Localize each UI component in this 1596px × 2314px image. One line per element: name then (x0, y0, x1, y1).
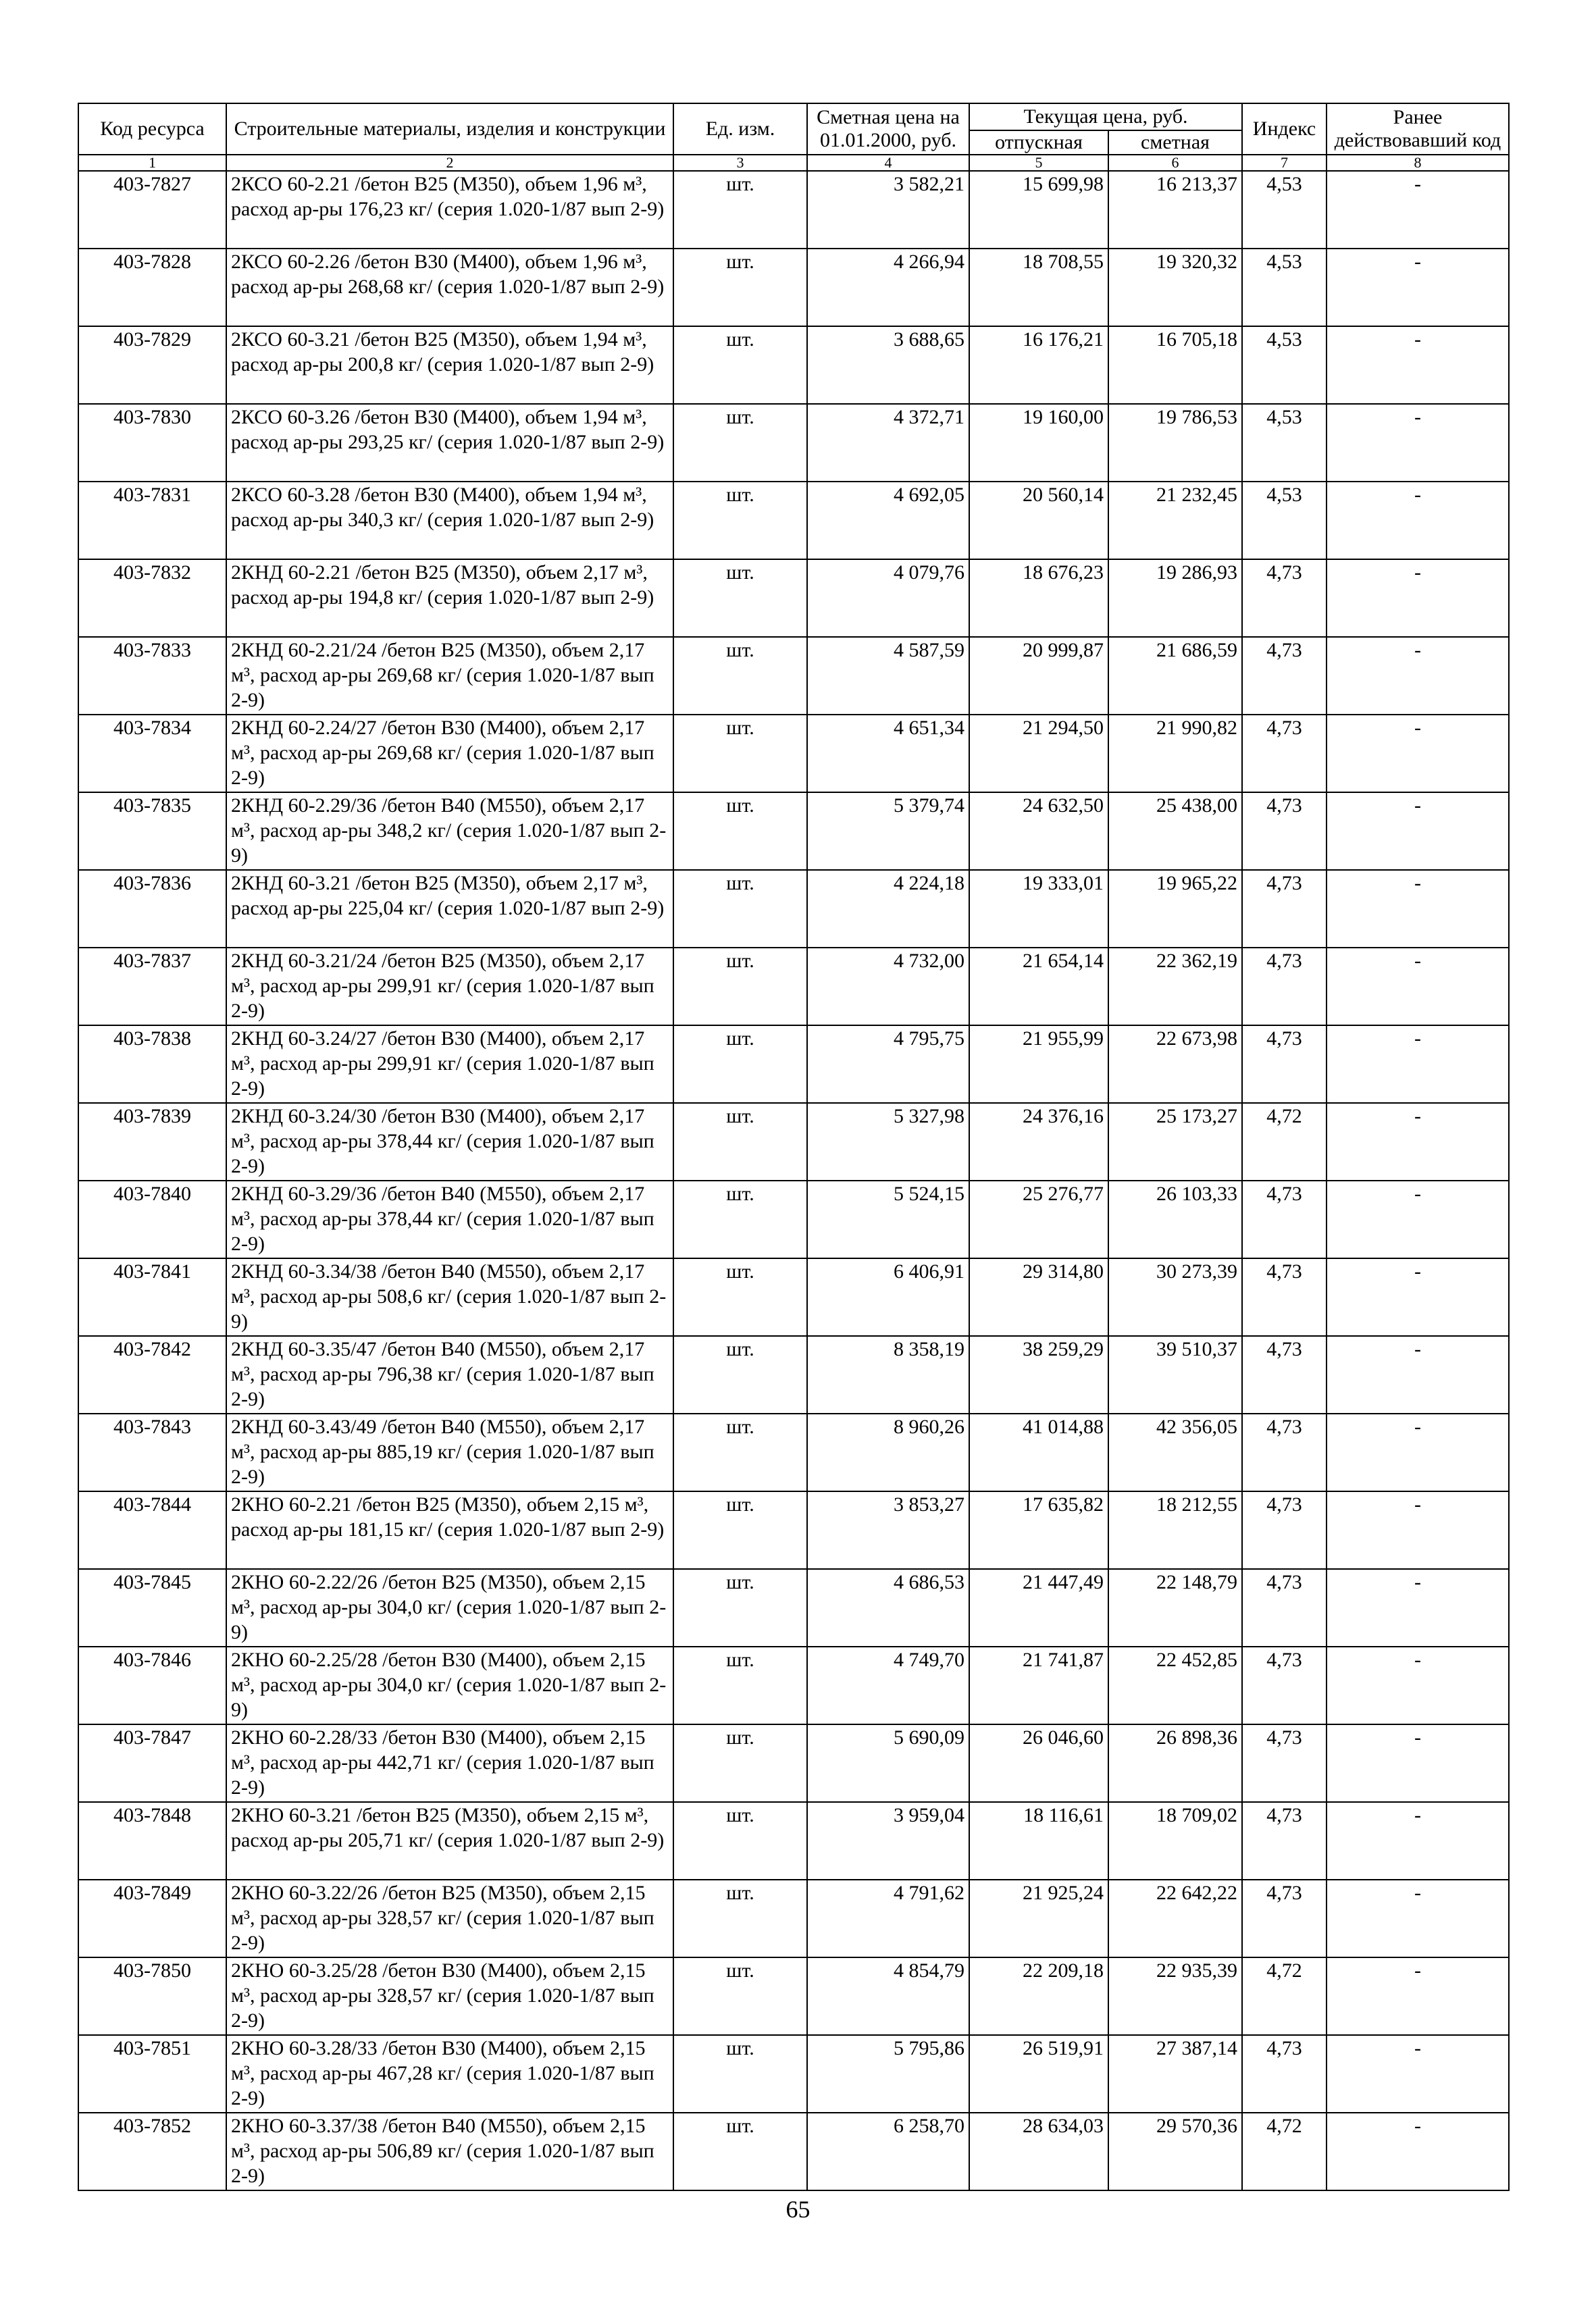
base-price: 4 795,75 (807, 1025, 969, 1103)
release-price: 29 314,80 (969, 1258, 1108, 1336)
price-index: 4,53 (1242, 404, 1327, 482)
estimate-price: 25 438,00 (1108, 792, 1242, 870)
unit: шт. (673, 326, 807, 404)
column-number: 4 (807, 155, 969, 171)
table-row (78, 482, 1509, 559)
base-price: 4 732,00 (807, 948, 969, 1025)
base-price: 3 582,21 (807, 171, 969, 249)
table-row (78, 404, 1509, 482)
price-index: 4,73 (1242, 715, 1327, 792)
resource-code: 403-7833 (78, 637, 226, 715)
previous-code: - (1327, 1724, 1509, 1802)
price-index: 4,73 (1242, 1258, 1327, 1336)
unit: шт. (673, 1802, 807, 1880)
previous-code: - (1327, 1181, 1509, 1258)
unit: шт. (673, 559, 807, 637)
previous-code: - (1327, 1258, 1509, 1336)
base-price: 4 791,62 (807, 1880, 969, 1957)
base-price: 5 379,74 (807, 792, 969, 870)
table-row (78, 1724, 1509, 1802)
unit: шт. (673, 792, 807, 870)
price-index: 4,73 (1242, 1724, 1327, 1802)
header-base-price: Сметная цена на 01.01.2000, руб. (807, 103, 969, 155)
unit: шт. (673, 1647, 807, 1724)
price-index: 4,73 (1242, 1880, 1327, 1957)
resource-code: 403-7840 (78, 1181, 226, 1258)
previous-code: - (1327, 1414, 1509, 1491)
resource-code: 403-7837 (78, 948, 226, 1025)
estimate-price: 22 935,39 (1108, 1957, 1242, 2035)
price-index: 4,73 (1242, 1647, 1327, 1724)
resource-code: 403-7842 (78, 1336, 226, 1414)
base-price: 4 749,70 (807, 1647, 969, 1724)
base-price: 6 406,91 (807, 1258, 969, 1336)
resource-code: 403-7832 (78, 559, 226, 637)
base-price: 4 692,05 (807, 482, 969, 559)
base-price: 4 854,79 (807, 1957, 969, 2035)
estimate-price: 22 642,22 (1108, 1880, 1242, 1957)
previous-code: - (1327, 2113, 1509, 2190)
price-table (78, 103, 1510, 2191)
release-price: 38 259,29 (969, 1336, 1108, 1414)
estimate-price: 22 148,79 (1108, 1569, 1242, 1647)
material-name: 2КНД 60-2.21/24 /бетон В25 (М350), объем 2,17 м³, расход ар-ры 269,68 кг/ (серия 1.020-1/87 вып 2-9) (226, 637, 673, 715)
price-index: 4,72 (1242, 1957, 1327, 2035)
material-name: 2КНО 60-3.22/26 /бетон В25 (М350), объем 2,15 м³, расход ар-ры 328,57 кг/ (серия 1.020-1/87 вып 2-9) (226, 1880, 673, 1957)
previous-code: - (1327, 249, 1509, 326)
table-row (78, 326, 1509, 404)
base-price: 4 224,18 (807, 870, 969, 948)
release-price: 21 294,50 (969, 715, 1108, 792)
material-name: 2КСО 60-3.21 /бетон В25 (М350), объем 1,94 м³, расход ар-ры 200,8 кг/ (серия 1.020-1/87 вып 2-9) (226, 326, 673, 404)
resource-code: 403-7845 (78, 1569, 226, 1647)
header-estimate-price: сметная (1108, 130, 1242, 155)
estimate-price: 18 212,55 (1108, 1491, 1242, 1569)
resource-code: 403-7827 (78, 171, 226, 249)
estimate-price: 39 510,37 (1108, 1336, 1242, 1414)
estimate-price: 19 965,22 (1108, 870, 1242, 948)
base-price: 3 853,27 (807, 1491, 969, 1569)
base-price: 3 688,65 (807, 326, 969, 404)
column-number-row (78, 155, 1509, 171)
resource-code: 403-7849 (78, 1880, 226, 1957)
resource-code: 403-7839 (78, 1103, 226, 1181)
price-index: 4,72 (1242, 2113, 1327, 2190)
release-price: 26 046,60 (969, 1724, 1108, 1802)
table-row (78, 792, 1509, 870)
estimate-price: 26 103,33 (1108, 1181, 1242, 1258)
resource-code: 403-7851 (78, 2035, 226, 2113)
price-index: 4,73 (1242, 870, 1327, 948)
table-body (78, 171, 1509, 2190)
material-name: 2КНО 60-3.21 /бетон В25 (М350), объем 2,15 м³, расход ар-ры 205,71 кг/ (серия 1.020-1/87 вып 2-9) (226, 1802, 673, 1880)
previous-code: - (1327, 1957, 1509, 2035)
table-row (78, 715, 1509, 792)
base-price: 4 079,76 (807, 559, 969, 637)
resource-code: 403-7843 (78, 1414, 226, 1491)
previous-code: - (1327, 559, 1509, 637)
table-row (78, 637, 1509, 715)
material-name: 2КНД 60-3.34/38 /бетон В40 (М550), объем 2,17 м³, расход ар-ры 508,6 кг/ (серия 1.020-1/87 вып 2-9) (226, 1258, 673, 1336)
base-price: 4 686,53 (807, 1569, 969, 1647)
base-price: 5 524,15 (807, 1181, 969, 1258)
estimate-price: 21 232,45 (1108, 482, 1242, 559)
base-price: 4 651,34 (807, 715, 969, 792)
resource-code: 403-7828 (78, 249, 226, 326)
table-row (78, 559, 1509, 637)
unit: шт. (673, 637, 807, 715)
table-row (78, 1336, 1509, 1414)
base-price: 5 327,98 (807, 1103, 969, 1181)
unit: шт. (673, 1724, 807, 1802)
column-number: 7 (1242, 155, 1327, 171)
unit: шт. (673, 1414, 807, 1491)
release-price: 16 176,21 (969, 326, 1108, 404)
previous-code: - (1327, 715, 1509, 792)
resource-code: 403-7847 (78, 1724, 226, 1802)
price-index: 4,73 (1242, 1491, 1327, 1569)
unit: шт. (673, 715, 807, 792)
price-index: 4,72 (1242, 1103, 1327, 1181)
column-number: 5 (969, 155, 1108, 171)
table-row (78, 1802, 1509, 1880)
material-name: 2КНО 60-2.25/28 /бетон В30 (М400), объем 2,15 м³, расход ар-ры 304,0 кг/ (серия 1.020-1/87 вып 2-9) (226, 1647, 673, 1724)
price-index: 4,53 (1242, 482, 1327, 559)
column-number: 8 (1327, 155, 1509, 171)
header-name: Строительные материалы, изделия и конструкции (226, 103, 673, 155)
base-price: 4 587,59 (807, 637, 969, 715)
estimate-price: 16 213,37 (1108, 171, 1242, 249)
table-row (78, 1181, 1509, 1258)
table-row (78, 1103, 1509, 1181)
estimate-price: 22 452,85 (1108, 1647, 1242, 1724)
price-index: 4,73 (1242, 559, 1327, 637)
unit: шт. (673, 482, 807, 559)
resource-code: 403-7838 (78, 1025, 226, 1103)
unit: шт. (673, 1103, 807, 1181)
previous-code: - (1327, 482, 1509, 559)
resource-code: 403-7834 (78, 715, 226, 792)
previous-code: - (1327, 1336, 1509, 1414)
unit: шт. (673, 1258, 807, 1336)
table-row (78, 1569, 1509, 1647)
release-price: 21 925,24 (969, 1880, 1108, 1957)
table-row (78, 1647, 1509, 1724)
material-name: 2КСО 60-3.26 /бетон В30 (М400), объем 1,94 м³, расход ар-ры 293,25 кг/ (серия 1.020-1/87 вып 2-9) (226, 404, 673, 482)
price-index: 4,73 (1242, 1802, 1327, 1880)
estimate-price: 19 320,32 (1108, 249, 1242, 326)
estimate-price: 26 898,36 (1108, 1724, 1242, 1802)
release-price: 17 635,82 (969, 1491, 1108, 1569)
resource-code: 403-7836 (78, 870, 226, 948)
previous-code: - (1327, 1103, 1509, 1181)
price-index: 4,73 (1242, 1414, 1327, 1491)
price-index: 4,53 (1242, 171, 1327, 249)
table-row (78, 171, 1509, 249)
unit: шт. (673, 1181, 807, 1258)
previous-code: - (1327, 2035, 1509, 2113)
resource-code: 403-7835 (78, 792, 226, 870)
release-price: 22 209,18 (969, 1957, 1108, 2035)
base-price: 6 258,70 (807, 2113, 969, 2190)
price-index: 4,73 (1242, 2035, 1327, 2113)
estimate-price: 30 273,39 (1108, 1258, 1242, 1336)
header-previous-code: Ранее действовавший код (1327, 103, 1509, 155)
release-price: 15 699,98 (969, 171, 1108, 249)
previous-code: - (1327, 404, 1509, 482)
column-number: 2 (226, 155, 673, 171)
previous-code: - (1327, 1491, 1509, 1569)
estimate-price: 29 570,36 (1108, 2113, 1242, 2190)
unit: шт. (673, 2113, 807, 2190)
unit: шт. (673, 171, 807, 249)
resource-code: 403-7830 (78, 404, 226, 482)
resource-code: 403-7831 (78, 482, 226, 559)
previous-code: - (1327, 1569, 1509, 1647)
estimate-price: 18 709,02 (1108, 1802, 1242, 1880)
previous-code: - (1327, 792, 1509, 870)
estimate-price: 42 356,05 (1108, 1414, 1242, 1491)
estimate-price: 21 990,82 (1108, 715, 1242, 792)
previous-code: - (1327, 171, 1509, 249)
unit: шт. (673, 870, 807, 948)
price-index: 4,73 (1242, 1336, 1327, 1414)
previous-code: - (1327, 1025, 1509, 1103)
header-code: Код ресурса (78, 103, 226, 155)
release-price: 19 333,01 (969, 870, 1108, 948)
release-price: 20 999,87 (969, 637, 1108, 715)
previous-code: - (1327, 870, 1509, 948)
release-price: 18 116,61 (969, 1802, 1108, 1880)
table-row (78, 2035, 1509, 2113)
price-index: 4,73 (1242, 792, 1327, 870)
release-price: 19 160,00 (969, 404, 1108, 482)
material-name: 2КНО 60-2.21 /бетон В25 (М350), объем 2,15 м³, расход ар-ры 181,15 кг/ (серия 1.020-1/87 вып 2-9) (226, 1491, 673, 1569)
estimate-price: 22 673,98 (1108, 1025, 1242, 1103)
material-name: 2КНО 60-3.25/28 /бетон В30 (М400), объем 2,15 м³, расход ар-ры 328,57 кг/ (серия 1.020-1/87 вып 2-9) (226, 1957, 673, 2035)
release-price: 20 560,14 (969, 482, 1108, 559)
previous-code: - (1327, 1802, 1509, 1880)
material-name: 2КСО 60-2.26 /бетон В30 (М400), объем 1,96 м³, расход ар-ры 268,68 кг/ (серия 1.020-1/87 вып 2-9) (226, 249, 673, 326)
resource-code: 403-7852 (78, 2113, 226, 2190)
material-name: 2КНД 60-2.21 /бетон В25 (М350), объем 2,17 м³, расход ар-ры 194,8 кг/ (серия 1.020-1/87 вып 2-9) (226, 559, 673, 637)
unit: шт. (673, 1957, 807, 2035)
resource-code: 403-7841 (78, 1258, 226, 1336)
estimate-price: 19 286,93 (1108, 559, 1242, 637)
material-name: 2КНО 60-3.28/33 /бетон В30 (М400), объем 2,15 м³, расход ар-ры 467,28 кг/ (серия 1.020-1/87 вып 2-9) (226, 2035, 673, 2113)
release-price: 21 955,99 (969, 1025, 1108, 1103)
base-price: 4 266,94 (807, 249, 969, 326)
table-row (78, 249, 1509, 326)
release-price: 21 654,14 (969, 948, 1108, 1025)
price-table-container (78, 103, 1508, 2191)
unit: шт. (673, 2035, 807, 2113)
table-row (78, 870, 1509, 948)
estimate-price: 21 686,59 (1108, 637, 1242, 715)
resource-code: 403-7844 (78, 1491, 226, 1569)
material-name: 2КНД 60-3.29/36 /бетон В40 (М550), объем 2,17 м³, расход ар-ры 378,44 кг/ (серия 1.020-1/87 вып 2-9) (226, 1181, 673, 1258)
table-row (78, 948, 1509, 1025)
release-price: 21 447,49 (969, 1569, 1108, 1647)
release-price: 25 276,77 (969, 1181, 1108, 1258)
release-price: 21 741,87 (969, 1647, 1108, 1724)
unit: шт. (673, 1569, 807, 1647)
previous-code: - (1327, 326, 1509, 404)
release-price: 24 632,50 (969, 792, 1108, 870)
base-price: 8 358,19 (807, 1336, 969, 1414)
column-number: 6 (1108, 155, 1242, 171)
unit: шт. (673, 1025, 807, 1103)
price-index: 4,53 (1242, 326, 1327, 404)
material-name: 2КНД 60-3.21/24 /бетон В25 (М350), объем 2,17 м³, расход ар-ры 299,91 кг/ (серия 1.020-1/87 вып 2-9) (226, 948, 673, 1025)
price-index: 4,73 (1242, 637, 1327, 715)
table-row (78, 1025, 1509, 1103)
table-header (78, 103, 1509, 171)
table-row (78, 1414, 1509, 1491)
column-number: 1 (78, 155, 226, 171)
material-name: 2КНД 60-2.29/36 /бетон В40 (М550), объем 2,17 м³, расход ар-ры 348,2 кг/ (серия 1.020-1/87 вып 2-9) (226, 792, 673, 870)
previous-code: - (1327, 1880, 1509, 1957)
unit: шт. (673, 249, 807, 326)
unit: шт. (673, 948, 807, 1025)
material-name: 2КНД 60-2.24/27 /бетон В30 (М400), объем 2,17 м³, расход ар-ры 269,68 кг/ (серия 1.020-1/87 вып 2-9) (226, 715, 673, 792)
material-name: 2КНД 60-3.24/27 /бетон В30 (М400), объем 2,17 м³, расход ар-ры 299,91 кг/ (серия 1.020-1/87 вып 2-9) (226, 1025, 673, 1103)
resource-code: 403-7848 (78, 1802, 226, 1880)
price-index: 4,73 (1242, 1025, 1327, 1103)
material-name: 2КНД 60-3.35/47 /бетон В40 (М550), объем 2,17 м³, расход ар-ры 796,38 кг/ (серия 1.020-1/87 вып 2-9) (226, 1336, 673, 1414)
material-name: 2КНД 60-3.24/30 /бетон В30 (М400), объем 2,17 м³, расход ар-ры 378,44 кг/ (серия 1.020-1/87 вып 2-9) (226, 1103, 673, 1181)
release-price: 18 676,23 (969, 559, 1108, 637)
price-index: 4,73 (1242, 1181, 1327, 1258)
resource-code: 403-7829 (78, 326, 226, 404)
unit: шт. (673, 1880, 807, 1957)
unit: шт. (673, 1491, 807, 1569)
release-price: 28 634,03 (969, 2113, 1108, 2190)
estimate-price: 27 387,14 (1108, 2035, 1242, 2113)
price-index: 4,73 (1242, 1569, 1327, 1647)
estimate-price: 22 362,19 (1108, 948, 1242, 1025)
material-name: 2КНД 60-3.21 /бетон В25 (М350), объем 2,17 м³, расход ар-ры 225,04 кг/ (серия 1.020-1/87 вып 2-9) (226, 870, 673, 948)
page-number: 65 (786, 2196, 810, 2223)
material-name: 2КНО 60-2.22/26 /бетон В25 (М350), объем 2,15 м³, расход ар-ры 304,0 кг/ (серия 1.020-1/87 вып 2-9) (226, 1569, 673, 1647)
material-name: 2КНО 60-3.37/38 /бетон В40 (М550), объем 2,15 м³, расход ар-ры 506,89 кг/ (серия 1.020-1/87 вып 2-9) (226, 2113, 673, 2190)
header-index: Индекс (1242, 103, 1327, 155)
material-name: 2КСО 60-3.28 /бетон В30 (М400), объем 1,94 м³, расход ар-ры 340,3 кг/ (серия 1.020-1/87 вып 2-9) (226, 482, 673, 559)
header-current-price: Текущая цена, руб. (969, 103, 1242, 130)
resource-code: 403-7846 (78, 1647, 226, 1724)
estimate-price: 25 173,27 (1108, 1103, 1242, 1181)
price-index: 4,53 (1242, 249, 1327, 326)
base-price: 5 690,09 (807, 1724, 969, 1802)
previous-code: - (1327, 1647, 1509, 1724)
table-row (78, 1880, 1509, 1957)
material-name: 2КНД 60-3.43/49 /бетон В40 (М550), объем 2,17 м³, расход ар-ры 885,19 кг/ (серия 1.020-1/87 вып 2-9) (226, 1414, 673, 1491)
header-unit: Ед. изм. (673, 103, 807, 155)
material-name: 2КСО 60-2.21 /бетон В25 (М350), объем 1,96 м³, расход ар-ры 176,23 кг/ (серия 1.020-1/87 вып 2-9) (226, 171, 673, 249)
release-price: 41 014,88 (969, 1414, 1108, 1491)
column-number: 3 (673, 155, 807, 171)
previous-code: - (1327, 637, 1509, 715)
previous-code: - (1327, 948, 1509, 1025)
price-index: 4,73 (1242, 948, 1327, 1025)
base-price: 8 960,26 (807, 1414, 969, 1491)
table-row (78, 1957, 1509, 2035)
unit: шт. (673, 1336, 807, 1414)
table-row (78, 1491, 1509, 1569)
release-price: 18 708,55 (969, 249, 1108, 326)
release-price: 24 376,16 (969, 1103, 1108, 1181)
table-row (78, 1258, 1509, 1336)
base-price: 3 959,04 (807, 1802, 969, 1880)
estimate-price: 19 786,53 (1108, 404, 1242, 482)
estimate-price: 16 705,18 (1108, 326, 1242, 404)
release-price: 26 519,91 (969, 2035, 1108, 2113)
base-price: 5 795,86 (807, 2035, 969, 2113)
unit: шт. (673, 404, 807, 482)
resource-code: 403-7850 (78, 1957, 226, 2035)
material-name: 2КНО 60-2.28/33 /бетон В30 (М400), объем 2,15 м³, расход ар-ры 442,71 кг/ (серия 1.020-1/87 вып 2-9) (226, 1724, 673, 1802)
table-row (78, 2113, 1509, 2190)
base-price: 4 372,71 (807, 404, 969, 482)
header-release-price: отпускная (969, 130, 1108, 155)
